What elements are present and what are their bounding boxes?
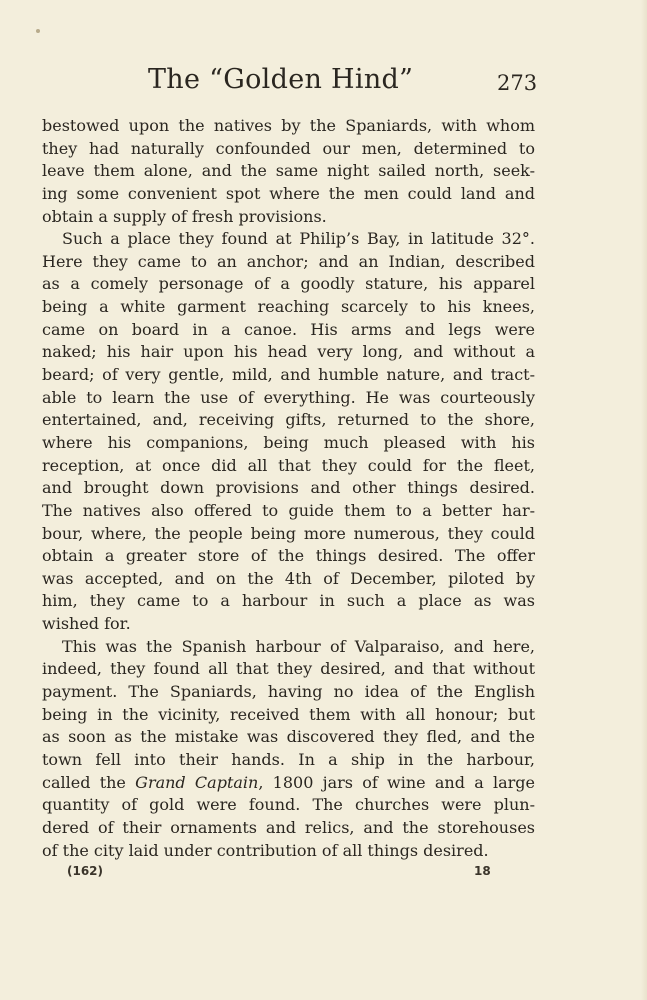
text-line: and brought down provisions and other things desired. [42, 478, 535, 498]
running-head [0, 64, 647, 104]
text-line: wished for. [42, 614, 131, 634]
text-segment: , 1800 jars of wine and a large [258, 772, 535, 792]
text-line: bour, where, the people being more numerous, they could [42, 523, 535, 543]
page-edge [641, 0, 647, 1000]
text-line: entertained, and, receiving gifts, returned to the shore, [42, 410, 535, 430]
text-line: This was the Spanish harbour of Valparaiso, and here, [62, 636, 535, 656]
text-line: leave them alone, and the same night sailed north, seek- [42, 161, 535, 181]
text-line: ing some convenient spot where the men could land and [42, 183, 535, 203]
text-line: payment. The Spaniards, having no idea of the English [42, 682, 535, 702]
text-line: The natives also offered to guide them to a better har- [42, 500, 535, 520]
text-line: obtain a greater store of the things desired. The offer [42, 546, 535, 566]
page-number: 273 [497, 71, 538, 95]
printer-signature [0, 864, 647, 884]
text-line: able to learn the use of everything. He was courteously [42, 387, 535, 407]
text-line: beard; of very gentle, mild, and humble nature, and tract- [42, 365, 535, 385]
text-line: town fell into their hands. In a ship in the harbour, [42, 749, 535, 769]
text-line: as soon as the mistake was discovered they fled, and the [42, 727, 535, 747]
running-title: The “Golden Hind” [148, 64, 414, 95]
text-line: they had naturally confounded our men, determined to [42, 138, 535, 158]
italic-ship-name: Grand Captain [135, 772, 259, 792]
text-line: naked; his hair upon his head very long, and without a [42, 342, 535, 362]
text-line: of the city laid under contribution of all things desired. [42, 840, 489, 860]
text-line: was accepted, and on the 4th of December, piloted by [42, 568, 535, 588]
signature-mark-left: (162) [67, 864, 104, 878]
text-line [42, 772, 535, 795]
text-line: being a white garment reaching scarcely to his knees, [42, 297, 535, 317]
text-line: Here they came to an anchor; and an Indian, described [42, 251, 535, 271]
text-line: quantity of gold were found. The churches were plun- [42, 795, 535, 815]
text-line: where his companions, being much pleased with his [42, 432, 535, 452]
text-line: him, they came to a harbour in such a place as was [42, 591, 535, 611]
text-line: obtain a supply of fresh provisions. [42, 206, 327, 226]
body-text [42, 115, 535, 862]
text-line: bestowed upon the natives by the Spaniards, with whom [42, 116, 535, 135]
text-line: Such a place they found at Philip’s Bay, in latitude 32°. [62, 229, 535, 249]
paper-speck [36, 29, 40, 33]
text-line: came on board in a canoe. His arms and legs were [42, 319, 535, 339]
text-line: indeed, they found all that they desired, and that without [42, 659, 535, 679]
text-segment: called the [42, 772, 136, 792]
text-line: being in the vicinity, received them with all honour; but [42, 704, 535, 724]
text-line: dered of their ornaments and relics, and the storehouses [42, 817, 535, 837]
text-line: as a comely personage of a goodly stature, his apparel [42, 274, 535, 294]
signature-mark-right: 18 [474, 864, 491, 878]
text-line: reception, at once did all that they could for the fleet, [42, 455, 535, 475]
